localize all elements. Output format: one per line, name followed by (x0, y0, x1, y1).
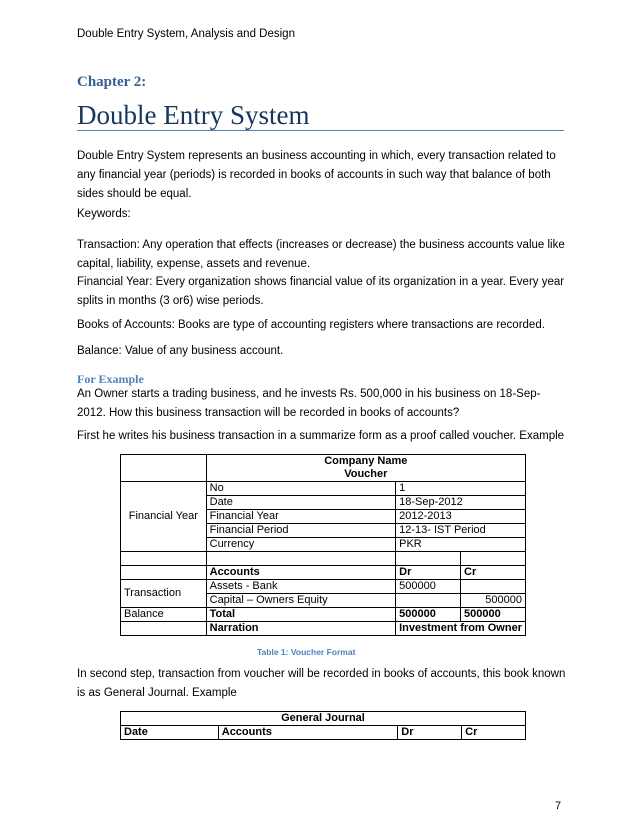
total-label: Total (206, 608, 396, 622)
entry-dr (396, 594, 461, 608)
keywords-heading: Keywords: (77, 208, 131, 220)
transaction-definition: Transaction: Any operation that effects (increases or decrease) the business accounts value like capital, liability, expense, assets and revenue. (77, 239, 565, 270)
chapter-label: Chapter 2: (77, 74, 147, 90)
running-header: Double Entry System, Analysis and Design (77, 28, 295, 40)
voucher-field-value: 1 (396, 482, 526, 496)
voucher-field-label: No (206, 482, 396, 496)
example-text: An Owner starts a trading business, and he invests Rs. 500,000 in his business on 18-Sep-2012. How this business transaction will be recorded in books of accounts? (77, 388, 541, 419)
transaction-label: Transaction (121, 580, 207, 608)
example-heading: For Example (77, 372, 144, 386)
narration-label: Narration (206, 622, 396, 636)
company-name: Company Name (206, 455, 525, 469)
financial-year-group-label: Financial Year (121, 482, 207, 552)
journal-date-header: Date (121, 726, 219, 740)
empty-cell (396, 552, 461, 566)
table-caption: Table 1: Voucher Format (257, 647, 356, 657)
voucher-field-label: Currency (206, 538, 396, 552)
voucher-title: Voucher (206, 468, 525, 482)
empty-cell (121, 566, 207, 580)
entry-account: Assets - Bank (206, 580, 396, 594)
total-dr: 500000 (396, 608, 461, 622)
financial-year-definition: Financial Year: Every organization shows financial value of its organization in a year. Every year splits in months (3 or6) wise periods. (77, 276, 565, 307)
entry-cr (461, 580, 526, 594)
books-definition: Books of Accounts: Books are type of accounting registers where transactions are recorded. (77, 319, 545, 331)
page-number: 7 (555, 800, 562, 812)
journal-cr-header: Cr (462, 726, 526, 740)
balance-definition: Balance: Value of any business account. (77, 345, 284, 357)
intro-paragraph: Double Entry System represents an business accounting in which, every transaction related to any financial year (periods) is recorded in books of accounts in such way that balance of both sides should be equal. (77, 150, 556, 200)
voucher-field-value: 12-13- IST Period (396, 524, 526, 538)
title-underline (77, 130, 564, 131)
general-journal-table (120, 711, 526, 740)
voucher-field-value: 18-Sep-2012 (396, 496, 526, 510)
journal-title: General Journal (121, 712, 526, 726)
voucher-field-value: 2012-2013 (396, 510, 526, 524)
empty-cell (461, 552, 526, 566)
empty-cell (121, 622, 207, 636)
empty-cell (206, 552, 396, 566)
journal-dr-header: Dr (398, 726, 462, 740)
entry-cr: 500000 (461, 594, 526, 608)
total-cr: 500000 (461, 608, 526, 622)
entry-account: Capital – Owners Equity (206, 594, 396, 608)
voucher-field-label: Date (206, 496, 396, 510)
chapter-title: Double Entry System (77, 100, 310, 130)
voucher-field-value: PKR (396, 538, 526, 552)
dr-header: Dr (396, 566, 461, 580)
balance-label: Balance (121, 608, 207, 622)
voucher-intro: First he writes his business transaction in a summarize form as a proof called voucher. Example (77, 430, 565, 442)
voucher-field-label: Financial Period (206, 524, 396, 538)
narration-value: Investment from Owner (396, 622, 526, 636)
second-step-paragraph: In second step, transaction from voucher will be recorded in books of accounts, this book known is as General Journal. Example (77, 668, 566, 699)
voucher-field-label: Financial Year (206, 510, 396, 524)
voucher-table (120, 454, 526, 636)
entry-dr: 500000 (396, 580, 461, 594)
accounts-header: Accounts (206, 566, 396, 580)
empty-cell (121, 552, 207, 566)
journal-accounts-header: Accounts (218, 726, 398, 740)
cr-header: Cr (461, 566, 526, 580)
